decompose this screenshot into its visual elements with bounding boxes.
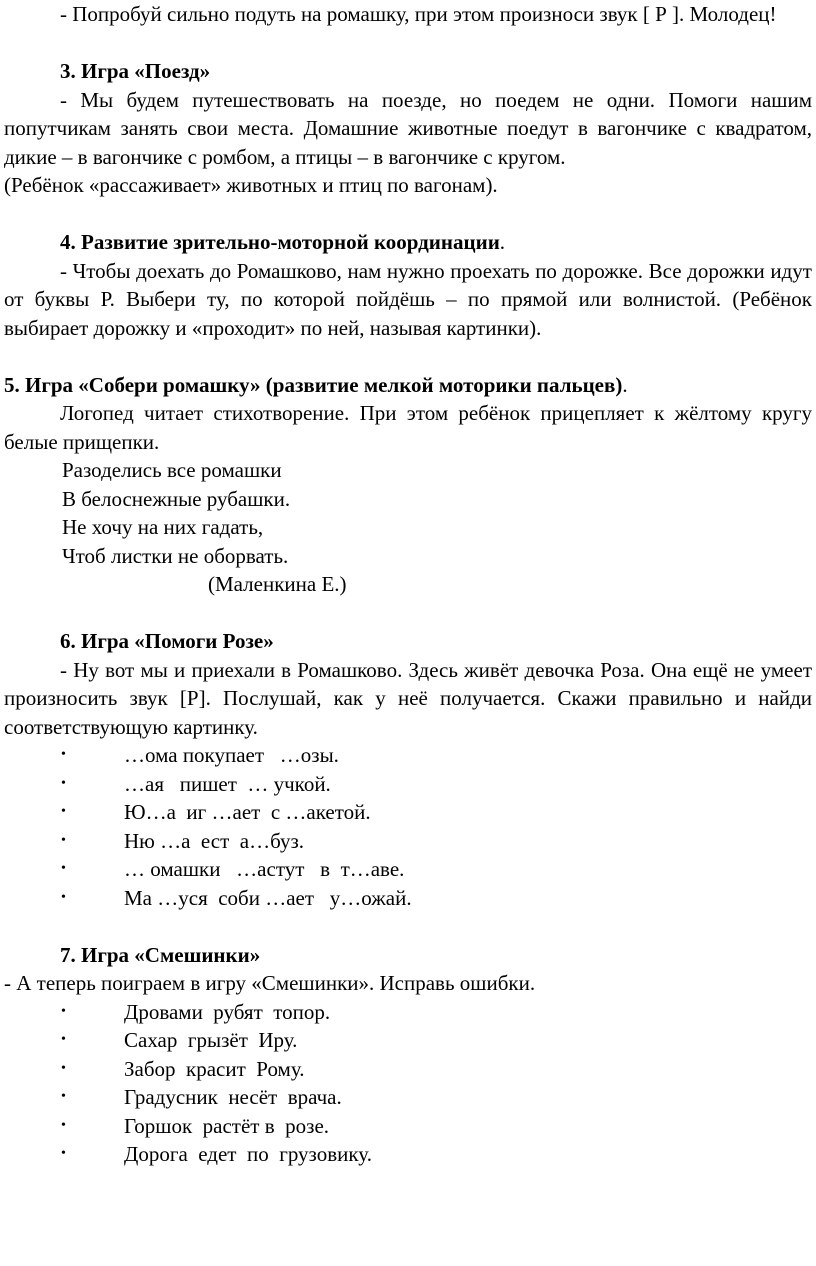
bullet-icon: • xyxy=(61,832,66,848)
poem-line: В белоснежные рубашки. xyxy=(62,486,291,511)
poem-author: (Маленкина Е.) xyxy=(208,572,347,596)
spacer xyxy=(4,912,812,941)
bullet-icon: • xyxy=(61,1060,66,1076)
poem-line: Разоделись все ромашки xyxy=(62,458,282,482)
section-4-heading xyxy=(4,228,812,257)
section-5-heading-text: 5. Игра «Собери ромашку» (развитие мелкой моторики пальцев) xyxy=(4,372,623,397)
list-item xyxy=(4,1140,812,1169)
section-5-heading xyxy=(4,371,812,400)
bullet-icon: • xyxy=(61,1117,66,1133)
list-item-text: … омашки …астут в т…аве. xyxy=(124,857,405,881)
spacer xyxy=(4,29,812,58)
list-item xyxy=(4,741,812,770)
list-item xyxy=(4,1112,812,1141)
list-item-text: …ома покупает …озы. xyxy=(124,743,339,767)
bullet-icon: • xyxy=(61,1146,66,1161)
list-item xyxy=(4,998,812,1027)
section-3-heading: 3. Игра «Поезд» xyxy=(60,59,211,83)
bullet-icon: • xyxy=(61,889,66,905)
section-5-heading-tail: . xyxy=(622,372,628,397)
section-7-paragraph: - А теперь поиграем в игру «Смешинки». Исправь ошибки. xyxy=(4,971,536,995)
spacer xyxy=(4,342,812,371)
section-4-heading-text: 4. Развитие зрительно-моторной координации xyxy=(60,230,500,254)
list-item xyxy=(4,827,812,856)
spacer xyxy=(4,599,812,628)
section-6-heading: 6. Игра «Помоги Розе» xyxy=(60,629,274,653)
section-7-heading: 7. Игра «Смешинки» xyxy=(60,942,261,967)
list-item-text: Забор красит Рому. xyxy=(124,1056,305,1081)
bullet-icon: • xyxy=(61,861,66,876)
list-item-text: Горшок растёт в розе. xyxy=(124,1113,330,1138)
section-4-heading-tail: . xyxy=(499,230,506,254)
list-item-text: Сахар грызёт Иру. xyxy=(124,1028,298,1052)
section-3-paragraph: - Мы будем путешествовать на поезде, но поедем не одни. Помоги нашим попутчикам занять свои места. Домашние животные поедут в вагончике с квадратом, дикие – в вагончике с ромбом, а птицы – в вагончике с кругом. xyxy=(4,87,812,169)
list-item-text: …ая пишет … учкой. xyxy=(124,771,331,796)
list-item xyxy=(4,770,812,799)
bullet-icon: • xyxy=(61,775,66,791)
list-item-text: Ю…а иг …ает с …акетой. xyxy=(124,800,371,824)
bullet-icon: • xyxy=(61,1089,66,1104)
list-item xyxy=(4,1026,812,1055)
list-item-text: Градусник несёт врача. xyxy=(124,1085,342,1109)
list-item-text: Дорога едет по грузовику. xyxy=(124,1142,372,1166)
intro-paragraph: - Попробуй сильно подуть на ромашку, при этом произноси звук [ Р ]. Молодец! xyxy=(60,2,777,26)
spacer xyxy=(4,200,812,229)
bullet-icon: • xyxy=(61,1032,66,1047)
list-item-text: Ню …а ест а…буз. xyxy=(124,828,305,853)
list-item xyxy=(4,1055,812,1084)
list-item xyxy=(4,798,812,827)
poem xyxy=(4,456,812,599)
poem-line: Не хочу на них гадать, xyxy=(62,515,264,539)
section-4-paragraph: - Чтобы доехать до Ромашково, нам нужно проехать по дорожке. Все дорожки идут от буквы Р. Выбери ту, по которой пойдёшь – по прямой или волнистой. (Ребёнок выбирает дорожку и «проходит» по ней, называя картинки). xyxy=(4,258,812,340)
list-item-text: Дровами рубят топор. xyxy=(124,999,331,1024)
list-item-text: Ма …уся соби …ает у…ожай. xyxy=(124,885,412,910)
poem-line: Чтоб листки не оборвать. xyxy=(62,543,289,568)
section-6-paragraph: - Ну вот мы и приехали в Ромашково. Здесь живёт девочка Роза. Она ещё не умеет произносить звук [Р]. Послушай, как у неё получается. Скажи правильно и найди соответствующую картинку. xyxy=(4,657,812,739)
list-item xyxy=(4,1083,812,1112)
section-5-paragraph: Логопед читает стихотворение. При этом ребёнок прицепляет к жёлтому кругу белые прищепки. xyxy=(4,401,812,454)
section-7-list xyxy=(4,998,812,1169)
bullet-icon: • xyxy=(61,804,66,819)
list-item xyxy=(4,884,812,913)
section-6-list xyxy=(4,741,812,912)
section-3-note: (Ребёнок «рассаживает» животных и птиц по вагонам). xyxy=(4,173,498,197)
list-item xyxy=(4,855,812,884)
bullet-icon: • xyxy=(61,747,66,762)
bullet-icon: • xyxy=(61,1003,66,1019)
document-page xyxy=(4,0,812,1169)
